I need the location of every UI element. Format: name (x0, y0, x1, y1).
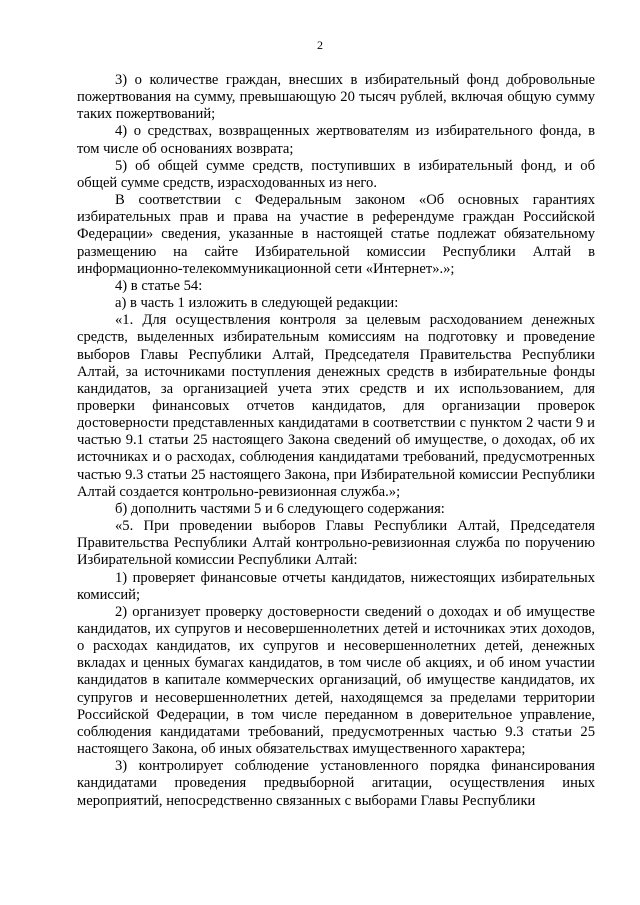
document-body (77, 72, 595, 810)
paragraph-item-2-verification: 2) организует проверку достоверности сведений о доходах и об имуществе кандидатов, их супругов и несовершеннолетних детей и источниках этих доходов, о расходах кандидатов, их супругов и несовершеннолетних детей, денежных вкладах и ценных бумагах кандидатов, в том числе об акциях, и об ином участии кандидатов в капитале коммерческих организаций, об имуществе кандидатов, их супругов и несовершеннолетних детей, находящемся за пределами территории Российской Федерации, в том числе переданном в доверительное управление, соблюдения кандидатами требований, предусмотренных частью 9.3 статьи 25 настоящего Закона, об иных обязательствах имущественного характера; (77, 603, 595, 758)
paragraph-federal-law-reference: В соответствии с Федеральным законом «Об основных гарантиях избирательных прав и права на участие в референдуме граждан Российской Федерации» сведения, указанные в настоящей статье подлежат обязательному размещению на сайте Избирательной комиссии Республики Алтай в информационно-телекоммуникационной сети «Интернет».»; (77, 192, 595, 277)
paragraph-part-5-intro: «5. При проведении выборов Главы Республики Алтай, Председателя Правительства Республики Алтай контрольно-ревизионная служба по поручению Избирательной комиссии Республики Алтай: (77, 518, 595, 569)
paragraph-item-5: 5) об общей сумме средств, поступивших в избирательный фонд, и об общей сумме средств, израсходованных из него. (77, 157, 595, 191)
page-number: 2 (317, 38, 323, 52)
paragraph-subpoint-a: а) в часть 1 изложить в следующей редакции: (115, 295, 399, 312)
paragraph-item-3-control: 3) контролирует соблюдение установленного порядка финансирования кандидатами проведения предвыборной агитации, осуществления иных мероприятий, непосредственно связанных с выборами Главы Республики (77, 758, 595, 809)
paragraph-item-4: 4) о средствах, возвращенных жертвователям из избирательного фонда, в том числе об основаниях возврата; (77, 123, 595, 157)
paragraph-item-3: 3) о количестве граждан, внесших в избирательный фонд добровольные пожертвования на сумму, превышающую 20 тысяч рублей, включая общую сумму таких пожертвований; (77, 72, 595, 123)
paragraph-subpoint-b: б) дополнить частями 5 и 6 следующего содержания: (115, 500, 445, 517)
paragraph-item-1-checks-reports: 1) проверяет финансовые отчеты кандидатов, нижестоящих избирательных комиссий; (77, 569, 595, 603)
paragraph-part-1-text: «1. Для осуществления контроля за целевым расходованием денежных средств, выделенных избирательным комиссиям на подготовку и проведение выборов Главы Республики Алтай, Председателя Правительства Республики Алтай, за источниками поступления денежных средств в избирательные фонды кандидатов, за организацией учета этих средств и их использованием, для проверки финансовых отчетов кандидатов, для организации проверок достоверности представленных кандидатами в соответствии с пунктом 2 части 9 и частью 9.1 статьи 25 настоящего Закона сведений об имуществе, о доходах, об их источниках и о расходах, соблюдения кандидатами требований, предусмотренных частью 9.3 статьи 25 настоящего Закона, при Избирательной комиссии Республики Алтай создается контрольно-ревизионная служба.»; (77, 312, 595, 500)
paragraph-article-54: 4) в статье 54: (115, 277, 203, 294)
